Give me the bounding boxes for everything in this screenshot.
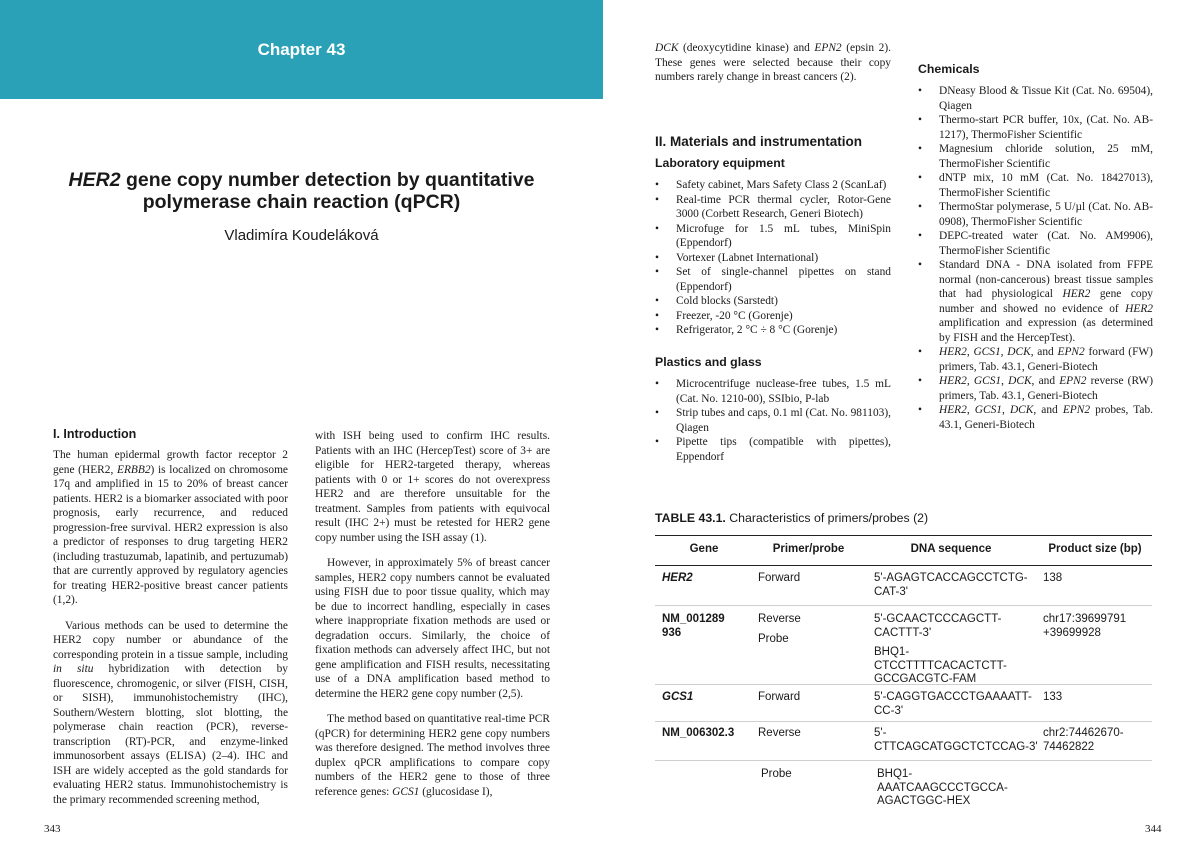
text-run-italic: DCK: [1008, 375, 1032, 387]
list-item: • Thermo-start PCR buffer, 10x, (Cat. No. AB-1217), ThermoFisher Scientific: [918, 113, 1153, 142]
list-item: [918, 345, 1153, 374]
text-run: (glucosidase I),: [419, 785, 493, 798]
chapter-label: Chapter 43: [257, 40, 346, 59]
table-cell-accession: NM_006302.3: [662, 727, 735, 739]
table-cell-location: chr2:74462670-74462822: [1043, 727, 1124, 753]
list-item: • Microcentrifuge nuclease-free tubes, 1.5 mL (Cat. No. 1210-00), SSIbio, P-lab: [655, 377, 891, 406]
text-run-italic: in situ: [53, 663, 94, 675]
text-run: The human epidermal growth factor receptor 2 gene (HER2,: [53, 449, 288, 476]
table-cell-primer: Probe: [758, 633, 789, 645]
list-item: • Microfuge for 1.5 mL tubes, MiniSpin (Eppendorf): [655, 222, 891, 251]
list-item: • Cold blocks (Sarstedt): [655, 294, 891, 309]
table-row-separator: [655, 684, 1152, 685]
text-run: The method based on quantitative real-time PCR (qPCR) for determining HER2 gene copy numbers was therefore designed. The method involves three duplex qPCR amplifications to compare copy numbers of the HER2 gene to those of three reference genes:: [315, 713, 550, 798]
chapter-title: [40, 169, 563, 213]
chemicals-list: [918, 84, 1153, 432]
text-run: hybridization with detection by fluorescence, chromogenic, or silver (FISH, CISH, or SISH), immunohistochemistry (IHC), Southern/Western blotting, slot blotting, the polymerase chain reaction (PCR), reverse-transcription (RT)-PCR, and enzyme-linked immunosorbent assays (ELISA) (2–4). IHC and ISH are widely accepted as the gold standards for evaluating HER2 status. Immunohistochemistry is the primary recommended screening method,: [53, 663, 289, 806]
intro-paragraph-1: [53, 448, 288, 608]
table-cell-gene: HER2: [662, 572, 693, 584]
table-title: [655, 511, 928, 525]
text-run: amplification and expression (as determined by FISH and the HercepTest).: [939, 317, 1153, 344]
chapter-banner: [0, 0, 603, 99]
intro-paragraph-3: with ISH being used to confirm IHC results. Patients with an IHC (HercepTest) score of 3+ are eligible for HER2-targeted therapy, whereas patients with 0 or 1+ scores do not overexpress HER2 and are therefore unsuitable for the treatment. Samples from patients with equivocal result (IHC 2+) must be retested for HER2 gene copy number using the ISH assay (1).: [315, 430, 550, 544]
title-gene: HER2: [68, 169, 121, 191]
text-run: Standard DNA - DNA isolated from FFPE normal (non-cancerous) breast tissue samples that had physiological: [939, 259, 1153, 300]
author-name: Vladimíra Koudeláková: [224, 227, 379, 244]
lab-equipment-heading: Laboratory equipment: [655, 156, 785, 170]
text-run: (deoxycytidine kinase) and: [678, 42, 815, 54]
list-item: • Refrigerator, 2 °C ÷ 8 °C (Gorenje): [655, 323, 891, 338]
intro-column-1: [53, 448, 288, 818]
table-cell-size: 133: [1043, 691, 1063, 703]
text-run: ,: [966, 346, 974, 358]
text-run-italic: EPN2: [1057, 346, 1085, 358]
table-header-rule: [655, 565, 1152, 566]
table-cell-sequence: 5'-CAGGTGACCCTGAAAATT-CC-3': [874, 691, 1032, 717]
text-run-italic: HER2: [939, 404, 967, 416]
text-run: (epsin 2). These genes were selected because their copy numbers rarely change in breast cancers (2).: [655, 42, 891, 83]
text-run-italic: HER2: [1062, 288, 1091, 300]
table-cell-location: chr17:39699791 +39699928: [1043, 613, 1127, 639]
table-cell-sequence: 5'-GCAACTCCCAGCTT-CACTTT-3': [874, 613, 1002, 639]
table-row-separator: [655, 605, 1152, 606]
text-run-italic: DCK: [1009, 404, 1034, 416]
list-item: • Strip tubes and caps, 0.1 ml (Cat. No. 981103), Qiagen: [655, 406, 891, 435]
text-run: ,: [966, 404, 975, 416]
table-cell-accession: NM_001289 936: [662, 613, 725, 639]
plastics-heading: Plastics and glass: [655, 355, 762, 369]
materials-column-1: [655, 41, 891, 85]
table-cell-sequence: 5'-CTTCAGCATGGCTCTCCAG-3': [874, 727, 1038, 753]
text-run-italic: GCS1: [392, 785, 420, 798]
list-item: • Vortexer (Labnet International): [655, 251, 891, 266]
list-item: • Freezer, -20 °C (Gorenje): [655, 309, 891, 324]
table-row-separator: [655, 760, 1152, 761]
lab-equipment-list: [655, 178, 891, 338]
text-run-italic: EPN2: [1059, 375, 1087, 387]
list-item: • ThermoStar polymerase, 5 U/µl (Cat. No. AB-0908), ThermoFisher Scientific: [918, 200, 1153, 229]
text-run: forward (FW) primers, Tab. 43.1, Generi-Biotech: [939, 346, 1153, 373]
intro-column-2: [315, 429, 550, 810]
text-run: , and: [1031, 375, 1060, 387]
text-run-italic: EPN2: [814, 42, 842, 54]
table-header-primer: Primer/probe: [772, 543, 845, 555]
list-item: • Pipette tips (compatible with pipettes), Eppendorf: [655, 435, 891, 464]
title-rest: gene copy number detection by quantitative polymerase chain reaction (qPCR): [120, 169, 535, 213]
text-run: , and: [1030, 346, 1058, 358]
intro-paragraph-2: [53, 619, 288, 808]
list-item: • Safety cabinet, Mars Safety Class 2 (ScanLaf): [655, 178, 891, 193]
text-run-italic: HER2: [939, 346, 967, 358]
text-run-italic: EPN2: [1062, 404, 1091, 416]
page-number-left: 343: [44, 823, 61, 835]
table-cell-primer: Reverse: [758, 727, 801, 739]
text-run-italic: GCS1, DCK: [973, 346, 1031, 358]
text-run-italic: HER2: [1125, 302, 1153, 315]
plastics-list: [655, 377, 891, 464]
table-cell-primer: Forward: [758, 691, 801, 703]
text-run: reverse (RW) primers, Tab. 43.1, Generi-Biotech: [939, 375, 1153, 402]
page-number-right: 344: [1145, 823, 1162, 835]
intro-heading: I. Introduction: [53, 427, 137, 441]
table-cell-primer: Forward: [758, 572, 801, 584]
text-run-italic: DCK: [655, 42, 679, 54]
text-run: ,: [1001, 375, 1009, 387]
text-run: ,: [1002, 404, 1010, 416]
table-top-rule: [655, 535, 1152, 536]
list-item: • dNTP mix, 10 mM (Cat. No. 18427013), ThermoFisher Scientific: [918, 171, 1153, 200]
text-run-italic: GCS1: [974, 404, 1002, 416]
text-run: Various methods can be used to determine the HER2 copy number or abundance of the corresponding protein in a tissue sample, including: [53, 619, 288, 661]
list-item: • Set of single-channel pipettes on stand (Eppendorf): [655, 265, 891, 294]
text-run: ) is localized on chromosome 17q and amplified in 15 to 20% of breast cancer patients. HER2 is a biomarker associated with poor prognosis, early recurrence, and reduced progression-free survival. HER2 expression is also a predictor of responses to drug targeting HER2 (including trastuzumab, lapatinib, and pertuzumab) that are currently approved by regulatory agencies for treating HER2-positive breast cancer patients (1,2).: [53, 463, 288, 606]
table-header-size: Product size (bp): [1048, 543, 1142, 555]
table-title-label: TABLE 43.1.: [655, 511, 726, 525]
text-run-italic: ERBB2: [117, 463, 151, 476]
chemicals-heading: Chemicals: [918, 62, 980, 76]
list-item: • Real-time PCR thermal cycler, Rotor-Gene 3000 (Corbett Research, Generi Biotech): [655, 193, 891, 222]
table-title-text: Characteristics of primers/probes (2): [725, 511, 929, 525]
table-cell-size: 138: [1043, 572, 1063, 584]
table-cell-gene: GCS1: [662, 691, 694, 703]
table-row-separator: [655, 721, 1152, 722]
table-header-gene: Gene: [689, 543, 719, 555]
table-cell-sequence: BHQ1-CTCCTTTTCACACTCTT-GCCGACGTC-FAM: [874, 646, 1007, 685]
intro-paragraph-5: [315, 712, 550, 799]
materials-heading: II. Materials and instrumentation: [655, 134, 863, 149]
text-run: gene copy number and showed no evidence of: [939, 288, 1153, 315]
list-item: [918, 374, 1153, 403]
intro-paragraph-4: However, in approximately 5% of breast cancer samples, HER2 copy numbers cannot be evaluated using FISH due to poor tissue quality, which may be due to incorrect handling, especially in cases where inappropriate fixation methods are used or degradation occurs. Similarly, the choice of fixation methods can adversely affect IHC, but not gene amplification and FISH results, necessitating use of a DNA amplification based method to determine the HER2 gene copy number (2,5).: [315, 557, 550, 700]
text-run-italic: HER2, GCS1: [939, 375, 1002, 387]
text-run: , and: [1033, 404, 1063, 416]
list-item: [918, 258, 1153, 345]
table-header-sequence: DNA sequence: [910, 543, 992, 555]
list-item: • DNeasy Blood & Tissue Kit (Cat. No. 69504), Qiagen: [918, 84, 1153, 113]
list-item: • Magnesium chloride solution, 25 mM, ThermoFisher Scientific: [918, 142, 1153, 171]
list-item: [918, 403, 1153, 432]
table-cell-primer: Probe: [761, 768, 792, 780]
table-cell-primer: Reverse: [758, 613, 801, 625]
table-cell-sequence: 5'-AGAGTCACCAGCCTCTG-CAT-3': [874, 572, 1028, 598]
intro-paragraph-6: [655, 41, 891, 85]
list-item: • DEPC-treated water (Cat. No. AM9906), ThermoFisher Scientific: [918, 229, 1153, 258]
text-run: probes, Tab. 43.1, Generi-Biotech: [939, 404, 1153, 431]
table-cell-sequence: BHQ1-AAATCAAGCCCTGCCA-AGACTGGC-HEX: [877, 768, 1008, 807]
